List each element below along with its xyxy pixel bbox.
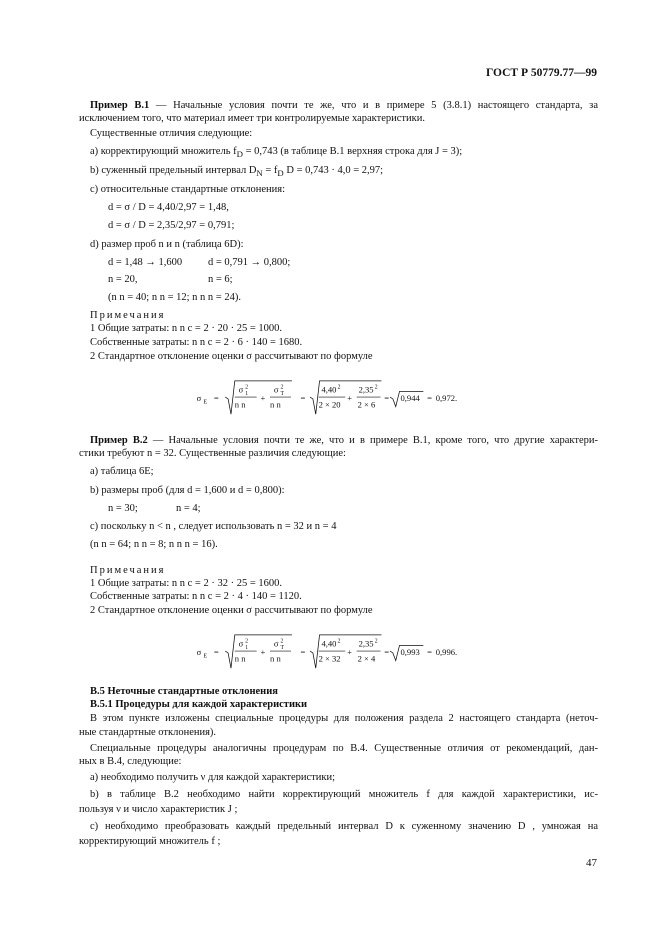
ex2-item-b1b: n = 4; <box>176 503 201 514</box>
b5-p1-line-2: ные стандартные отклонения). <box>79 727 217 738</box>
ex2-note-1: 1 Общие затраты: n n c = 2 · 32 · 25 = 1600. <box>90 578 282 589</box>
b5-p1-line-1: В этом пункте изложены специальные процедуры для положения раздела 2 настоящего стандарта (неточ- <box>90 713 598 724</box>
ex1-sigma-formula <box>0 378 661 418</box>
b5-item-a: а) необходимо получить ν для каждой характеристики; <box>90 772 336 783</box>
svg-text:+: + <box>260 646 266 657</box>
ex1-note-1: 1 Общие затраты: n n c = 2 · 20 · 25 = 1000. <box>90 323 282 334</box>
svg-text:σ: σ <box>238 384 244 395</box>
ex2-item-b1a: n = 30; <box>108 503 138 514</box>
svg-text:1: 1 <box>245 391 249 398</box>
svg-text:E: E <box>203 398 208 406</box>
svg-text:n n: n n <box>234 399 246 410</box>
svg-text:2: 2 <box>280 384 284 391</box>
svg-text:n n: n n <box>270 399 281 410</box>
ex2-title: Пример В.2 <box>90 435 148 446</box>
svg-text:+: + <box>347 646 353 657</box>
svg-text:=: = <box>213 646 219 657</box>
section-b51-title: В.5.1 Процедуры для каждой характеристики <box>90 699 308 710</box>
ex2-intro-line-1: Пример В.2 — Начальные условия почти те же, что и в примере В.1, кроме того, что другие характери- <box>90 435 599 446</box>
b5-item-b-line-2: пользуя ν и число характеристик J ; <box>79 804 238 815</box>
ex1-item-d2a: n = 20, <box>108 274 138 285</box>
ex1-item-d: d) размер проб n и n (таблица 6D): <box>90 239 244 250</box>
document-id: ГОСТ Р 50779.77—99 <box>486 67 597 79</box>
b5-p2-line-1: Специальные процедуры аналогичны процедурам по В.4. Существенные отличия от рекомендаций, дан- <box>90 743 598 754</box>
svg-text:2: 2 <box>374 638 378 645</box>
svg-text:Т: Т <box>280 645 284 652</box>
svg-text:E: E <box>203 652 208 660</box>
svg-text:=: = <box>427 392 433 403</box>
section-b5-title: В.5 Неточные стандартные отклонения <box>90 686 278 697</box>
svg-text:σ: σ <box>238 638 244 649</box>
svg-text:+: + <box>347 392 353 403</box>
svg-text:0,996.: 0,996. <box>435 646 458 657</box>
ex1-title: Пример В.1 <box>90 100 150 111</box>
svg-text:2: 2 <box>245 638 249 645</box>
ex1-intro-line-2: исключением того, что материал имеет три контролируемые характеристики. <box>79 113 425 124</box>
svg-text:=: = <box>384 646 390 657</box>
svg-text:1: 1 <box>245 645 249 652</box>
ex1-item-a: а) корректирующий множитель $f_D = 0,743$ (в таблице В.1 верхняя строка для J = 3); <box>90 146 463 160</box>
ex1-notes-title: Примечания <box>90 310 166 321</box>
svg-text:σ: σ <box>273 638 279 649</box>
svg-text:=: = <box>300 392 306 403</box>
svg-text:2: 2 <box>337 638 341 645</box>
svg-text:=: = <box>300 646 306 657</box>
b5-item-c-line-1: c) необходимо преобразовать каждый предельный интервал D к суженному значению D , умножая на <box>90 821 598 832</box>
svg-text:2 × 4: 2 × 4 <box>357 653 376 664</box>
formula-lhs: σ <box>196 392 202 403</box>
svg-text:0,944: 0,944 <box>400 392 420 403</box>
b5-item-b-line-1: b) в таблице В.2 необходимо найти корректирующий множитель f для каждой характеристики, ис- <box>90 789 598 800</box>
svg-text:4,40: 4,40 <box>321 638 337 649</box>
ex2-item-c: c) поскольку n < n , следует использовать n = 32 и n = 4 <box>90 521 337 532</box>
ex1-note-2: 2 Стандартное отклонение оценки σ рассчитывают по формуле <box>90 351 373 362</box>
ex2-notes-title: Примечания <box>90 565 166 576</box>
svg-text:0,972.: 0,972. <box>435 392 458 403</box>
ex2-item-b: b) размеры проб (для d = 1,600 и d = 0,800): <box>90 485 285 496</box>
ex1-note-1b: Собственные затраты: n n c = 2 · 6 · 140 = 1680. <box>90 337 303 348</box>
svg-text:2 × 20: 2 × 20 <box>318 399 341 410</box>
page-number: 47 <box>586 857 597 869</box>
ex2-item-a: а) таблица 6Е; <box>90 466 154 477</box>
ex1-diff-heading: Существенные отличия следующие: <box>90 128 253 139</box>
svg-text:2: 2 <box>374 384 378 391</box>
ex1-item-d2b: n = 6; <box>208 274 233 285</box>
svg-text:2 × 32: 2 × 32 <box>318 653 341 664</box>
ex1-item-c: c) относительные стандартные отклонения: <box>90 184 286 195</box>
svg-text:2,35: 2,35 <box>358 638 374 649</box>
svg-text:2: 2 <box>280 638 284 645</box>
ex2-item-c1: (n n = 64; n n = 8; n n n = 16). <box>90 539 218 550</box>
svg-text:0,993: 0,993 <box>400 646 420 657</box>
ex2-sigma-formula <box>0 632 661 672</box>
svg-text:+: + <box>260 392 266 403</box>
svg-text:σ: σ <box>273 384 279 395</box>
b5-item-c-line-2: корректирующий множитель f ; <box>79 836 221 847</box>
ex1-item-c1: d = σ / D = 4,40/2,97 = 1,48, <box>108 202 229 213</box>
b5-p2-line-2: ных в В.4, следующие: <box>79 756 182 767</box>
svg-text:2: 2 <box>337 384 341 391</box>
svg-text:2: 2 <box>245 384 249 391</box>
ex1-item-b: b) суженный предельный интервал $D_N = f_D$ D = 0,743 · 4,0 = 2,97; <box>90 165 384 179</box>
ex1-item-d1b: d = 0,791 → 0,800; <box>208 257 291 268</box>
ex2-note-1b: Собственные затраты: n n c = 2 · 4 · 140 = 1120. <box>90 591 302 602</box>
svg-text:Т: Т <box>280 391 284 398</box>
ex1-item-d1a: d = 1,48 → 1,600 <box>108 257 183 268</box>
ex2-intro-line-2: стики требуют n = 32. Существенные различия следующие: <box>79 448 346 459</box>
svg-text:=: = <box>213 392 219 403</box>
svg-text:n n: n n <box>270 653 281 664</box>
ex1-item-c2: d = σ / D = 2,35/2,97 = 0,791; <box>108 220 235 231</box>
svg-text:σ: σ <box>196 646 202 657</box>
ex1-intro-line-1: Пример В.1 — Начальные условия почти те же, что и в примере 5 (3.8.1) настоящего стандарта, за <box>90 100 598 111</box>
ex2-note-2: 2 Стандартное отклонение оценки σ рассчитывают по формуле <box>90 605 373 616</box>
svg-text:n n: n n <box>234 653 246 664</box>
svg-text:2,35: 2,35 <box>358 384 374 395</box>
ex1-item-d3: (n n = 40; n n = 12; n n n = 24). <box>108 292 241 303</box>
svg-text:4,40: 4,40 <box>321 384 337 395</box>
svg-text:=: = <box>427 646 433 657</box>
svg-text:2 × 6: 2 × 6 <box>357 399 376 410</box>
svg-text:=: = <box>384 392 390 403</box>
